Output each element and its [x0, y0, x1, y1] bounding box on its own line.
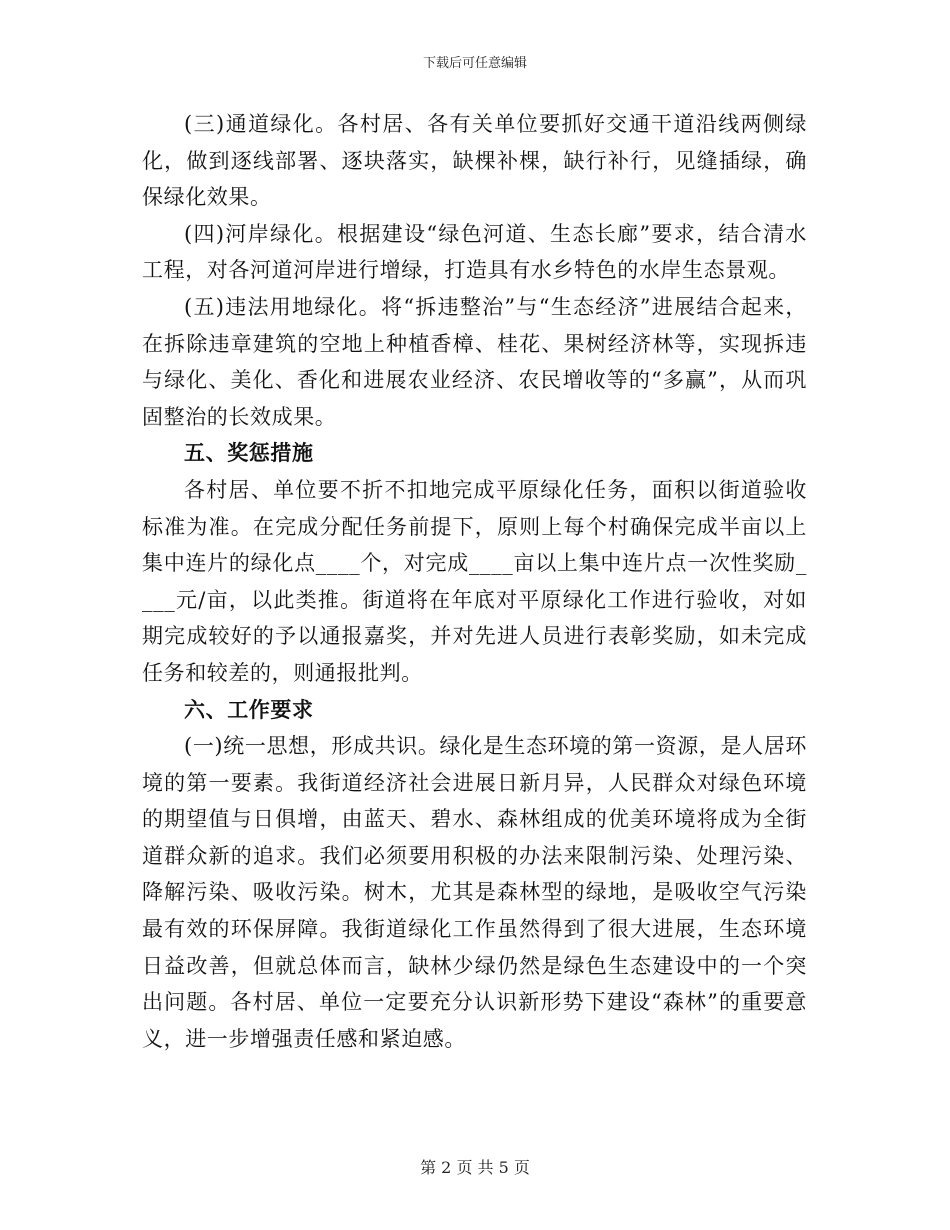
paragraph-riverbank-greening: (四)河岸绿化。根据建设“绿色河道、生态长廊”要求，结合清水工程，对各河道河岸进行增绿，打造具有水乡特色的水岸生态景观。 — [142, 221, 807, 283]
paragraph-unify-thinking: (一)统一思想，形成共识。绿化是生态环境的第一资源，是人居环境的第一要素。我街道经济社会进展日新月异，人民群众对绿色环境的期望值与日俱增，由蓝天、碧水、森林组成的优美环境将成为全街道群众新的追求。我们必须要用积极的办法来限制污染、处理污染、降解污染、吸收污染。树木，尤其是森林型的绿地，是吸收空气污染最有效的环保屏障。我街道绿化工作虽然得到了很大进展，生态环境日益改善，但就总体而言，缺林少绿仍然是绿色生态建设中的一个突出问题。各村居、单位一定要充分认识新形势下建设“森林”的重要意义，进一步增强责任感和紧迫感。 — [142, 734, 807, 1051]
section-heading-requirements: 六、工作要求 — [184, 697, 314, 722]
paragraph-illegal-land-greening: (五)违法用地绿化。将“拆违整治”与“生态经济”进展结合起来，在拆除违章建筑的空地上种植香樟、桂花、果树经济林等，实现拆违与绿化、美化、香化和进展农业经济、农民增收等的“多赢”，从而巩固整治的长效成果。 — [142, 294, 807, 429]
paragraph-channel-greening: (三)通道绿化。各村居、各有关单位要抓好交通干道沿线两侧绿化，做到逐线部署、逐块落实，缺棵补棵，缺行补行，见缝插绿，确保绿化效果。 — [142, 112, 807, 210]
section-heading-rewards: 五、奖惩措施 — [184, 441, 314, 466]
page-footer: 第 2 页 共 5 页 — [420, 1158, 530, 1177]
paragraph-rewards: 各村居、单位要不折不扣地完成平原绿化任务，面积以街道验收标准为准。在完成分配任务前提下，原则上每个村确保完成半亩以上集中连片的绿化点____个，对完成____亩以上集中连片点一次性奖励____元/亩，以此类推。街道将在年底对平原绿化工作进行验收，对如期完成较好的予以通报嘉奖，并对先进人员进行表彰奖励，如未完成任务和较差的，则通报批判。 — [142, 477, 807, 685]
document-body — [142, 106, 807, 1057]
page-header: 下载后可任意编辑 — [422, 56, 527, 71]
